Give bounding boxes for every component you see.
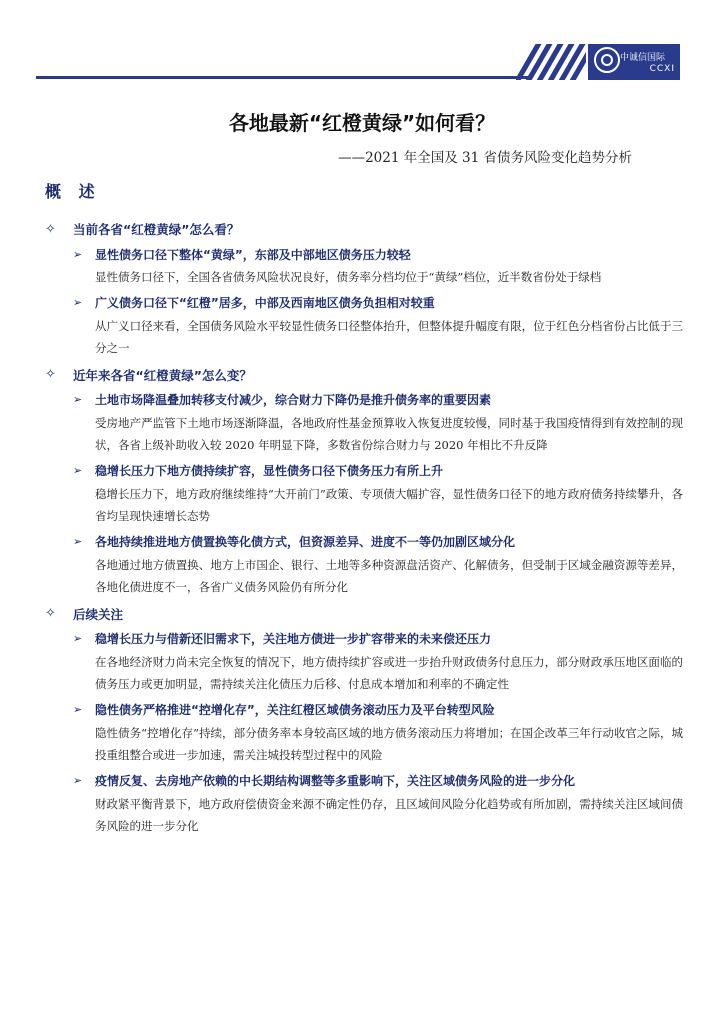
point-text: 财政紧平衡背景下，地方政府偿债资金来源不确定性仍存，且区域间风险分化趋势或有所加剧，需持续关注区域间债务风险的进一步分化 xyxy=(95,796,683,833)
logo-cn-text: 中诚信国际 xyxy=(620,53,666,63)
point-heading xyxy=(73,698,685,722)
arrow-bullet-icon: ➢ xyxy=(73,296,83,309)
point-heading-text: 显性债务口径下整体“黄绿”，东部及中部地区债务压力较轻 xyxy=(95,247,411,262)
arrow-bullet-icon: ➢ xyxy=(73,464,83,477)
point-heading xyxy=(73,242,685,266)
arrow-bullet-icon: ➢ xyxy=(73,535,83,548)
point-heading xyxy=(73,459,685,483)
diamond-bullet-icon: ✧ xyxy=(45,606,56,621)
point-text: 受房地产严监管下土地市场逐渐降温，各地政府性基金预算收入恢复进度较慢，同时基于我国疫情得到有效控制的现状，各省上级补助收入较 2020 年明显下降，多数省份综合财力与 2020 年相比不升反降 xyxy=(95,415,683,452)
point-text: 隐性债务“控增化存”持续，部分债务率本身较高区域的地方债务滚动压力将增加；在国企改革三年行动收官之际，城投重组整合或进一步加速，需关注城投转型过程中的风险 xyxy=(95,725,683,762)
section-heading xyxy=(45,216,685,242)
overview-content xyxy=(45,216,685,840)
ccxi-logo-icon xyxy=(594,47,620,73)
diamond-bullet-icon: ✧ xyxy=(45,221,56,237)
section-heading-text: 近年来各省“红橙黄绿”怎么变？ xyxy=(73,367,252,383)
overview-heading: 概 述 xyxy=(45,182,101,201)
page-title: 各地最新“红橙黄绿”如何看？ xyxy=(228,111,496,135)
arrow-bullet-icon: ➢ xyxy=(73,632,83,645)
point-text: 从广义口径来看，全国债务风险水平较显性债务口径整体抬升，但整体提升幅度有限，位于红色分档省份占比低于三分之一 xyxy=(95,318,683,355)
point-heading-text: 稳增长压力与借新还旧需求下，关注地方债进一步扩容带来的未来偿还压力 xyxy=(95,632,492,646)
arrow-bullet-icon: ➢ xyxy=(73,703,83,716)
point-heading xyxy=(73,291,685,315)
point-text: 各地通过地方债置换、地方上市国企、银行、土地等多种资源盘活资产、化解债务，但受制于区域金融资源等差异，各地化债进度不一，各省广义债务风险仍有所分化 xyxy=(95,557,683,594)
point-text: 显性债务口径下，全国各省债务风险状况良好，债务率分档均位于“黄绿”档位，近半数省份处于绿档 xyxy=(95,270,602,284)
header-rule xyxy=(36,76,528,79)
diamond-bullet-icon: ✧ xyxy=(45,367,56,382)
section-heading-text: 当前各省“红橙黄绿”怎么看？ xyxy=(73,222,240,237)
arrow-bullet-icon: ➢ xyxy=(73,247,83,261)
point-heading xyxy=(73,388,685,412)
point-heading xyxy=(73,627,685,651)
arrow-bullet-icon: ➢ xyxy=(73,774,83,787)
point-heading-text: 广义债务口径下“红橙”居多，中部及西南地区债务负担相对较重 xyxy=(95,296,435,310)
point-heading-text: 土地市场降温叠加转移支付减少，综合财力下降仍是推升债务率的重要因素 xyxy=(95,393,492,407)
point-text: 在各地经济财力尚未完全恢复的情况下，地方债持续扩容或进一步抬升财政债务付息压力，部分财政承压地区面临的债务压力或更加明显，需持续关注化债压力后移、付息成本增加和利率的不确定性 xyxy=(95,654,683,691)
point-heading xyxy=(73,530,685,554)
point-heading-text: 隐性债务严格推进“控增化存”，关注红橙区域债务滚动压力及平台转型风险 xyxy=(95,703,495,717)
page-subtitle: ——2021 年全国及 31 省债务风险变化趋势分析 xyxy=(338,150,632,166)
section-heading xyxy=(45,601,685,627)
section-heading xyxy=(45,362,685,388)
section-heading-text: 后续关注 xyxy=(73,606,124,622)
arrow-bullet-icon: ➢ xyxy=(73,393,83,406)
point-heading-text: 疫情反复、去房地产依赖的中长期结构调整等多重影响下，关注区域债务风险的进一步分化 xyxy=(95,774,576,788)
point-heading-text: 稳增长压力下地方债持续扩容，显性债务口径下债务压力有所上升 xyxy=(95,464,444,478)
point-heading xyxy=(73,769,685,793)
header-stripes-decoration xyxy=(516,44,586,80)
ccxi-logo xyxy=(588,44,680,80)
point-text: 稳增长压力下，地方政府继续维持“大开前门”政策、专项债大幅扩容，显性债务口径下的地方政府债务持续攀升，各省均呈现快速增长态势 xyxy=(95,486,683,523)
logo-en-text: CCXI xyxy=(649,64,675,74)
point-heading-text: 各地持续推进地方债置换等化债方式，但资源差异、进度不一等仍加剧区域分化 xyxy=(95,535,516,549)
